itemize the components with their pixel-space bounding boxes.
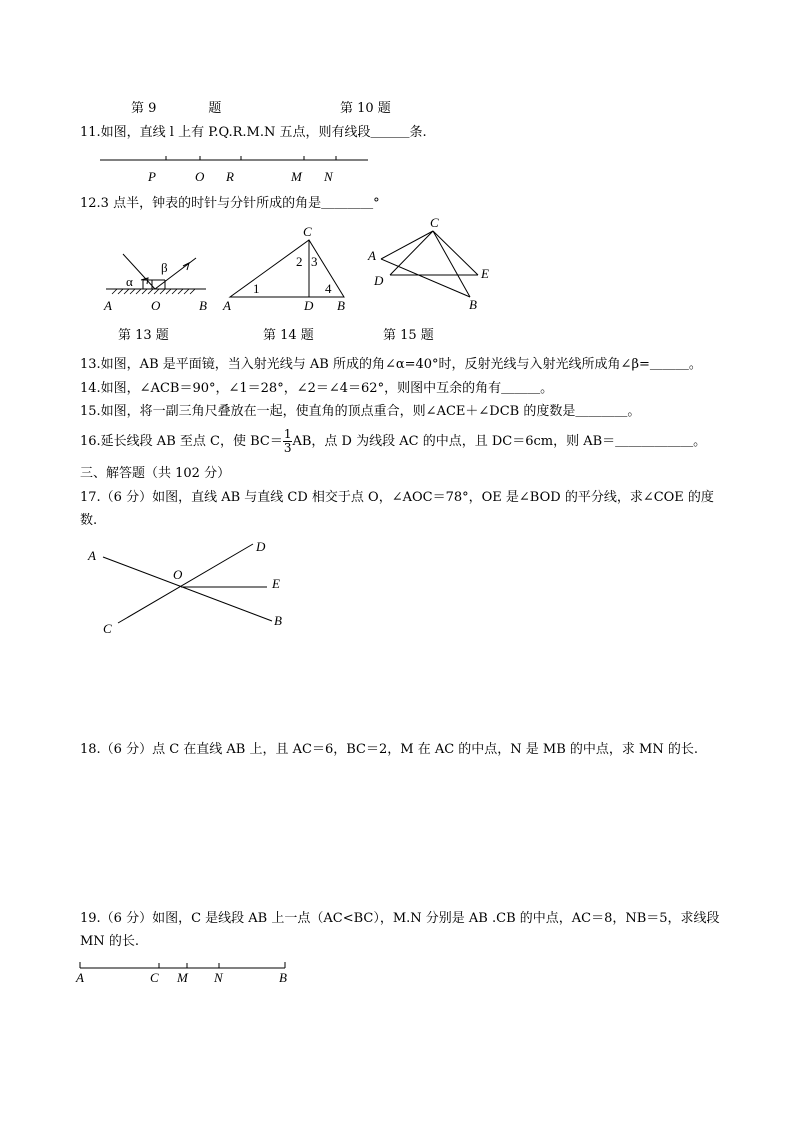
fig11-label-r: R [226,169,234,184]
fig15-label-a: A [368,248,376,263]
question-17-line2: 数. [80,513,98,528]
question-11: 11.如图，直线 l 上有 P.Q.R.M.N 五点，则有线段＿＿＿条. [80,125,427,140]
question-14: 14.如图，∠ACB＝90°，∠1＝28°，∠2＝∠4＝62°，则图中互余的角有＿＿＿。 [80,381,554,396]
question-18: 18.（6 分）点 C 在直线 AB 上，且 AC＝6，BC＝2，M 在 AC 的中点，N 是 MB 的中点，求 MN 的长. [80,742,699,757]
fig14-angle-3: 3 [311,254,318,269]
fraction-denominator: 3 [283,441,292,455]
fig17-intersecting-lines-figure [103,544,272,623]
fig19-label-c: C [150,970,159,985]
fig19-label-b: B [279,970,287,985]
section-title: 三、解答题（共 102 分） [80,466,231,481]
fig17-label-b: B [274,613,282,628]
caption-fig9: 第 9 题 [131,101,222,116]
question-13: 13.如图，AB 是平面镜，当入射光线与 AB 所成的角∠α=40°时，反射光线与入射光线所成角∠β=＿＿＿。 [80,357,702,372]
fig15-label-e: E [481,266,489,281]
fig13-label-b: B [199,298,207,313]
fig19-segment-figure [80,962,285,968]
caption-fig15: 第 15 题 [383,328,434,343]
fig13-label-o: O [151,298,161,313]
fig19-label-a: A [76,970,84,985]
fig13-mirror-figure [106,254,206,294]
fig19-label-m: M [177,970,188,985]
question-19-line2: MN 的长. [80,934,139,949]
fig11-label-p: P [148,169,156,184]
fraction-numerator: 1 [283,427,292,441]
fig14-angle-1: 1 [253,281,260,296]
fig17-label-o: O [173,567,183,582]
fig11-label-o: O [195,169,205,184]
fig17-label-e: E [272,576,280,591]
q16-post: AB，点 D 为线段 AC 的中点，且 DC＝6cm，则 AB＝＿＿＿＿＿＿。 [292,434,707,449]
fig15-label-c: C [430,215,439,230]
question-17-line1: 17.（6 分）如图，直线 AB 与直线 CD 相交于点 O，∠AOC＝78°，OE 是∠BOD 的平分线，求∠COE 的度 [80,490,714,505]
fig17-label-a: A [88,548,96,563]
fig13-label-alpha: α [126,274,133,289]
fig17-label-d: D [256,539,266,554]
question-12: 12.3 点半，钟表的时针与分针所成的角是＿＿＿＿° [80,196,380,211]
fig14-angle-2: 2 [296,254,303,269]
fig13-label-a: A [104,298,112,313]
question-15: 15.如图，将一副三角尺叠放在一起，使直角的顶点重合，则∠ACE＋∠DCB 的度数是＿＿＿＿。 [80,404,641,419]
fig11-label-n: N [324,169,333,184]
q11-line-figure [100,156,368,160]
fig14-label-d: D [304,298,314,313]
fig19-label-n: N [214,970,223,985]
q16-pre: 16.延长线段 AB 至点 C，使 BC＝ [80,434,283,449]
fig15-set-squares-figure [381,231,478,297]
fig14-label-b: B [337,298,345,313]
fig14-angle-4: 4 [325,281,332,296]
question-19-line1: 19.（6 分）如图，C 是线段 AB 上一点（AC<BC），M.N 分别是 AB .CB 的中点，AC＝8，NB＝5，求线段 [80,911,720,926]
caption-fig10: 第 10 题 [340,101,391,116]
fig11-label-m: M [291,169,302,184]
fig17-label-c: C [103,621,112,636]
fig15-label-b: B [469,297,477,312]
fig14-label-c: C [303,224,312,239]
caption-fig13: 第 13 题 [118,328,169,343]
caption-fig14: 第 14 题 [263,328,314,343]
fig14-label-a: A [223,298,231,313]
fig13-label-beta: β [161,260,168,275]
fig15-label-d: D [374,273,384,288]
